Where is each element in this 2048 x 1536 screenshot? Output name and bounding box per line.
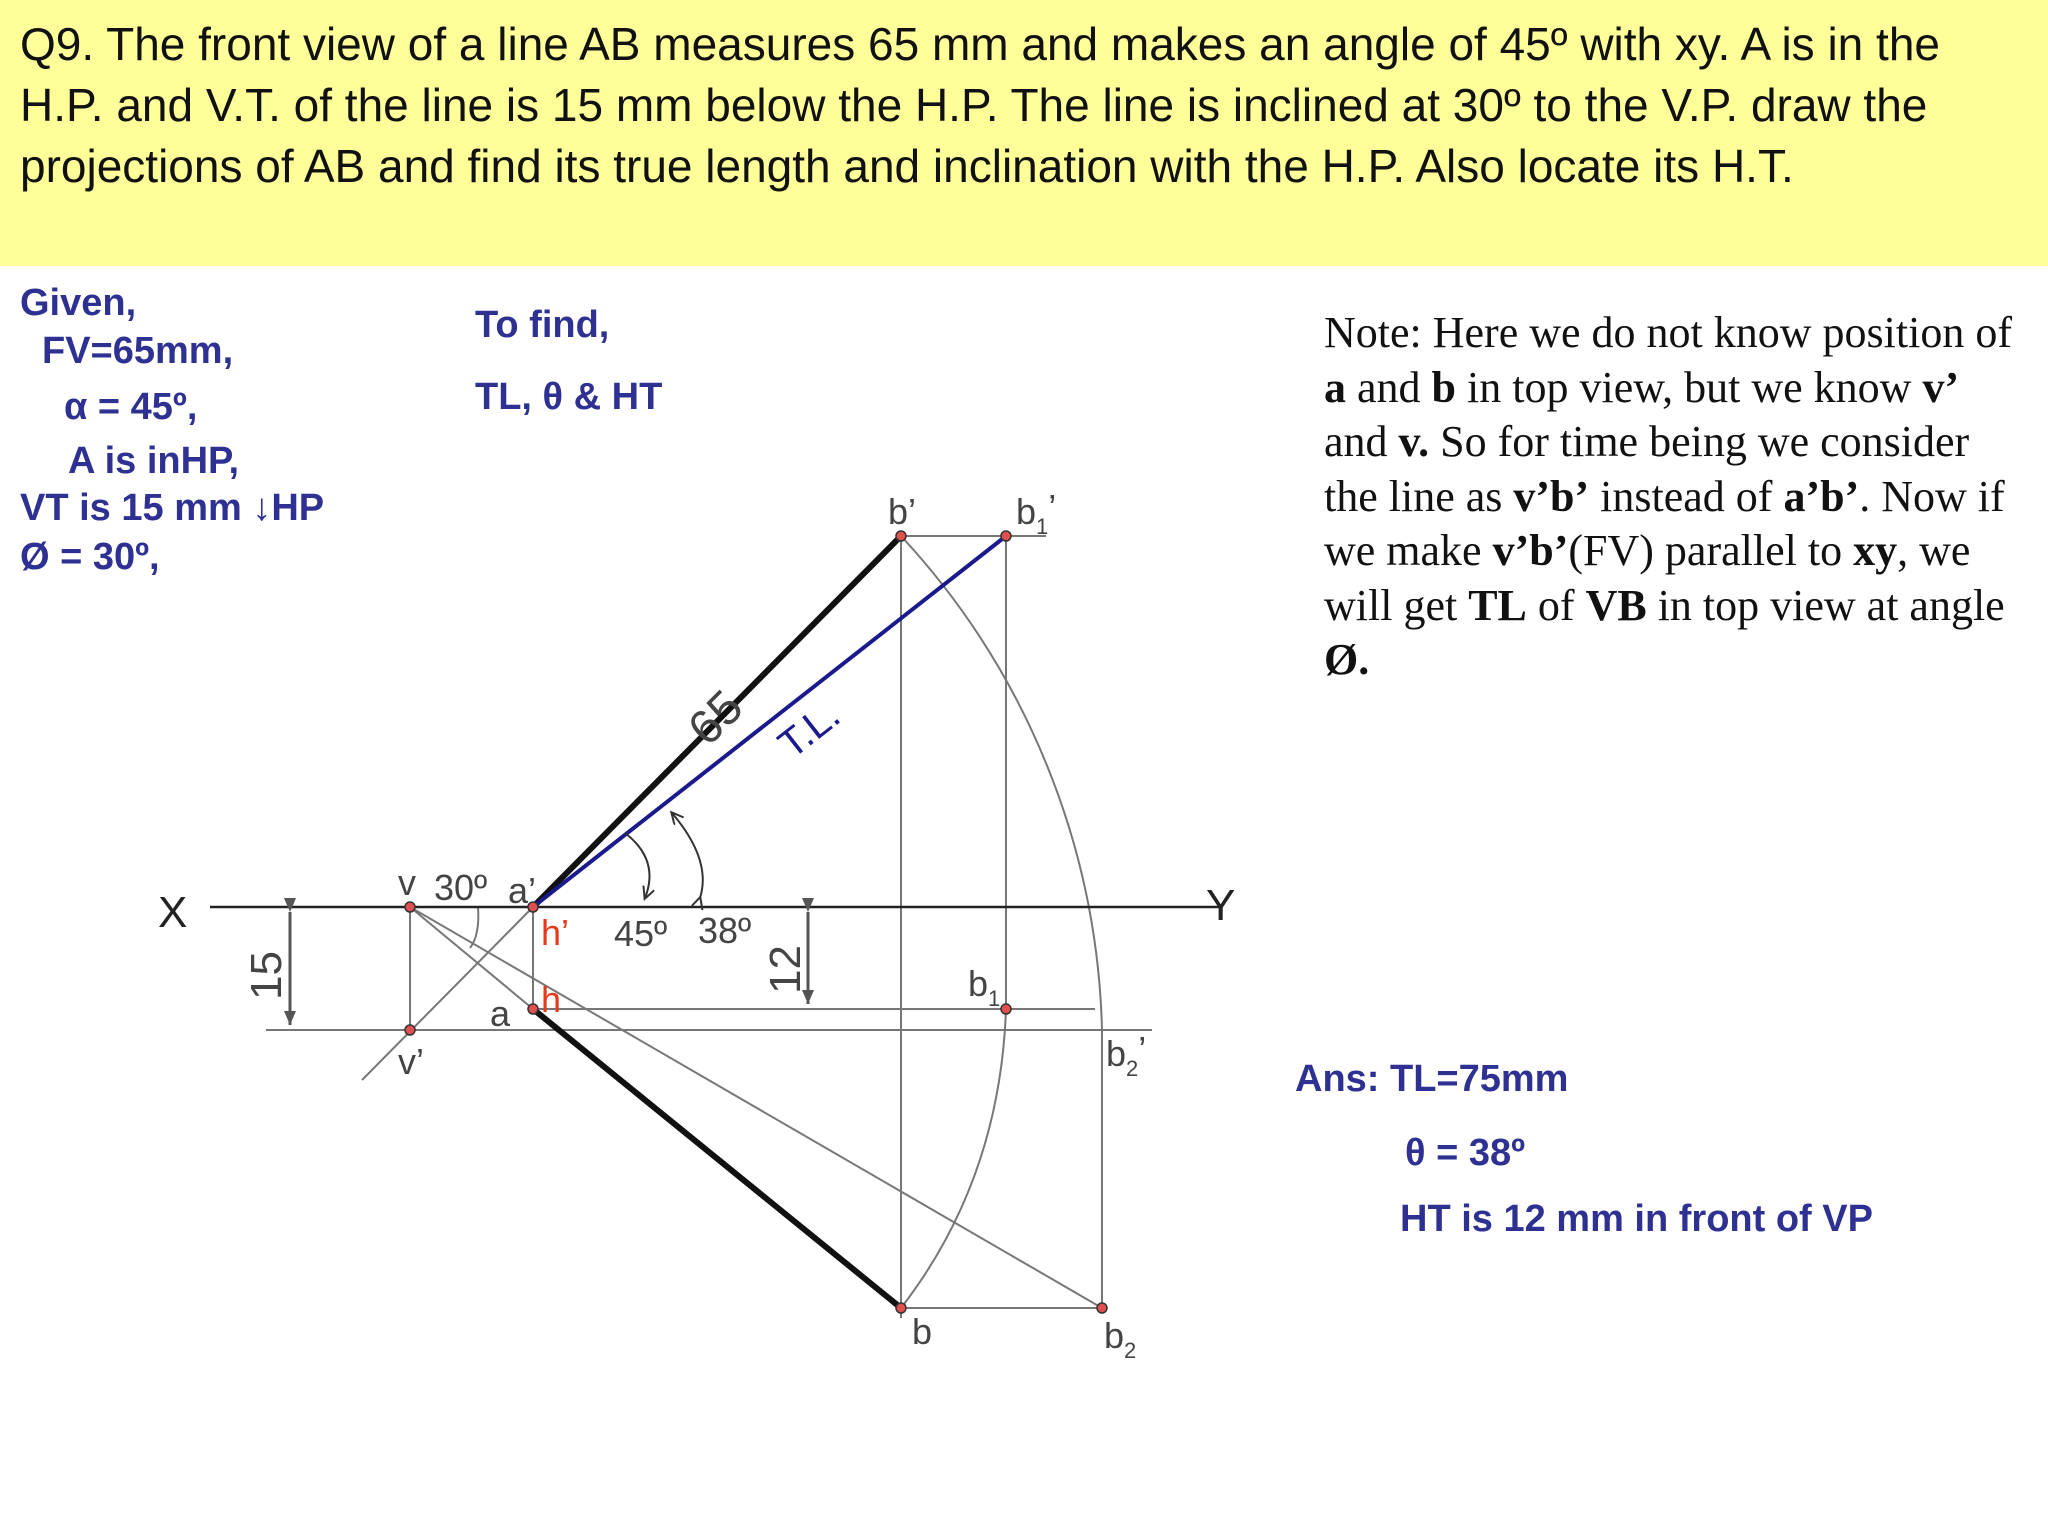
label-a: a <box>490 993 511 1034</box>
label-h: h <box>541 979 562 1020</box>
point-b-dash <box>896 531 906 541</box>
answer-tl: Ans: TL=75mm <box>1295 1058 1569 1100</box>
answer-theta: θ = 38º <box>1405 1132 1525 1174</box>
dim-65-label: 65 <box>678 680 754 756</box>
given-alpha: α = 45º, <box>64 386 198 428</box>
label-angle-30: 30º <box>434 867 488 908</box>
tl-label: T.L. <box>770 692 849 768</box>
tl-swing-arc <box>901 536 1102 1030</box>
label-angle-38: 38º <box>698 910 752 951</box>
point-v <box>405 902 415 912</box>
point-b1 <box>1001 1004 1011 1014</box>
question-text: Q9. The front view of a line AB measures 65 mm and makes an angle of 45º with xy. A is in the H.P. and V.T. of the line is 15 mm below the H.P. The line is inclined at 30º to the V.P. draw the projections of AB and find its true length and inclination with the H.P. Also locate its H.T. <box>20 18 1940 192</box>
to-find-items: TL, θ & HT <box>475 376 663 418</box>
point-b1-dash <box>1001 531 1011 541</box>
label-h-dash: h’ <box>541 912 570 953</box>
dim-15-label: 15 <box>242 951 291 1000</box>
given-fv: FV=65mm, <box>42 330 234 372</box>
angle-38-arrow <box>672 813 703 898</box>
point-a <box>528 1004 538 1014</box>
tv-construction-line <box>410 907 1102 1308</box>
given-phi: Ø = 30º, <box>20 536 160 578</box>
tv-swing-arc <box>901 1009 1006 1308</box>
point-b2 <box>1097 1303 1107 1313</box>
label-b: b <box>912 1311 933 1352</box>
v-to-a-line <box>410 907 533 1009</box>
note-paragraph: Note: Here we do not know position of a and b in top view, but we know v’ and v. So for time being we consider the line as v’b’ instead of a’b’. Now if we make v’b’(FV) parallel to xy, we will get TL of VB in top view at angle Ø. <box>1324 308 2012 684</box>
label-v: v <box>398 862 416 903</box>
point-b <box>896 1303 906 1313</box>
label-b2: $b_2$ <box>1104 1315 1137 1363</box>
label-b1-dash: $b_1$’ <box>1016 487 1057 539</box>
given-a-in-hp: A is inHP, <box>68 440 240 482</box>
label-a-dash: a’ <box>508 870 537 911</box>
to-find-heading: To find, <box>475 304 610 346</box>
dim-12-label: 12 <box>761 945 810 994</box>
given-vt: VT is 15 mm ↓HP <box>20 487 325 529</box>
label-angle-45: 45º <box>614 913 668 954</box>
given-heading: Given, <box>20 282 137 324</box>
true-length-line <box>533 536 1006 907</box>
label-b-dash: b’ <box>888 491 917 532</box>
label-b1: $b_1$ <box>968 963 1001 1011</box>
x-label: X <box>158 888 188 937</box>
answer-ht: HT is 12 mm in front of VP <box>1400 1198 1873 1240</box>
label-b2-dash: $b_2$’ <box>1106 1029 1147 1081</box>
point-v-dash <box>405 1025 415 1035</box>
label-v-dash: v’ <box>398 1041 424 1082</box>
angle-45-arrow <box>625 833 650 898</box>
y-label: Y <box>1206 881 1236 930</box>
